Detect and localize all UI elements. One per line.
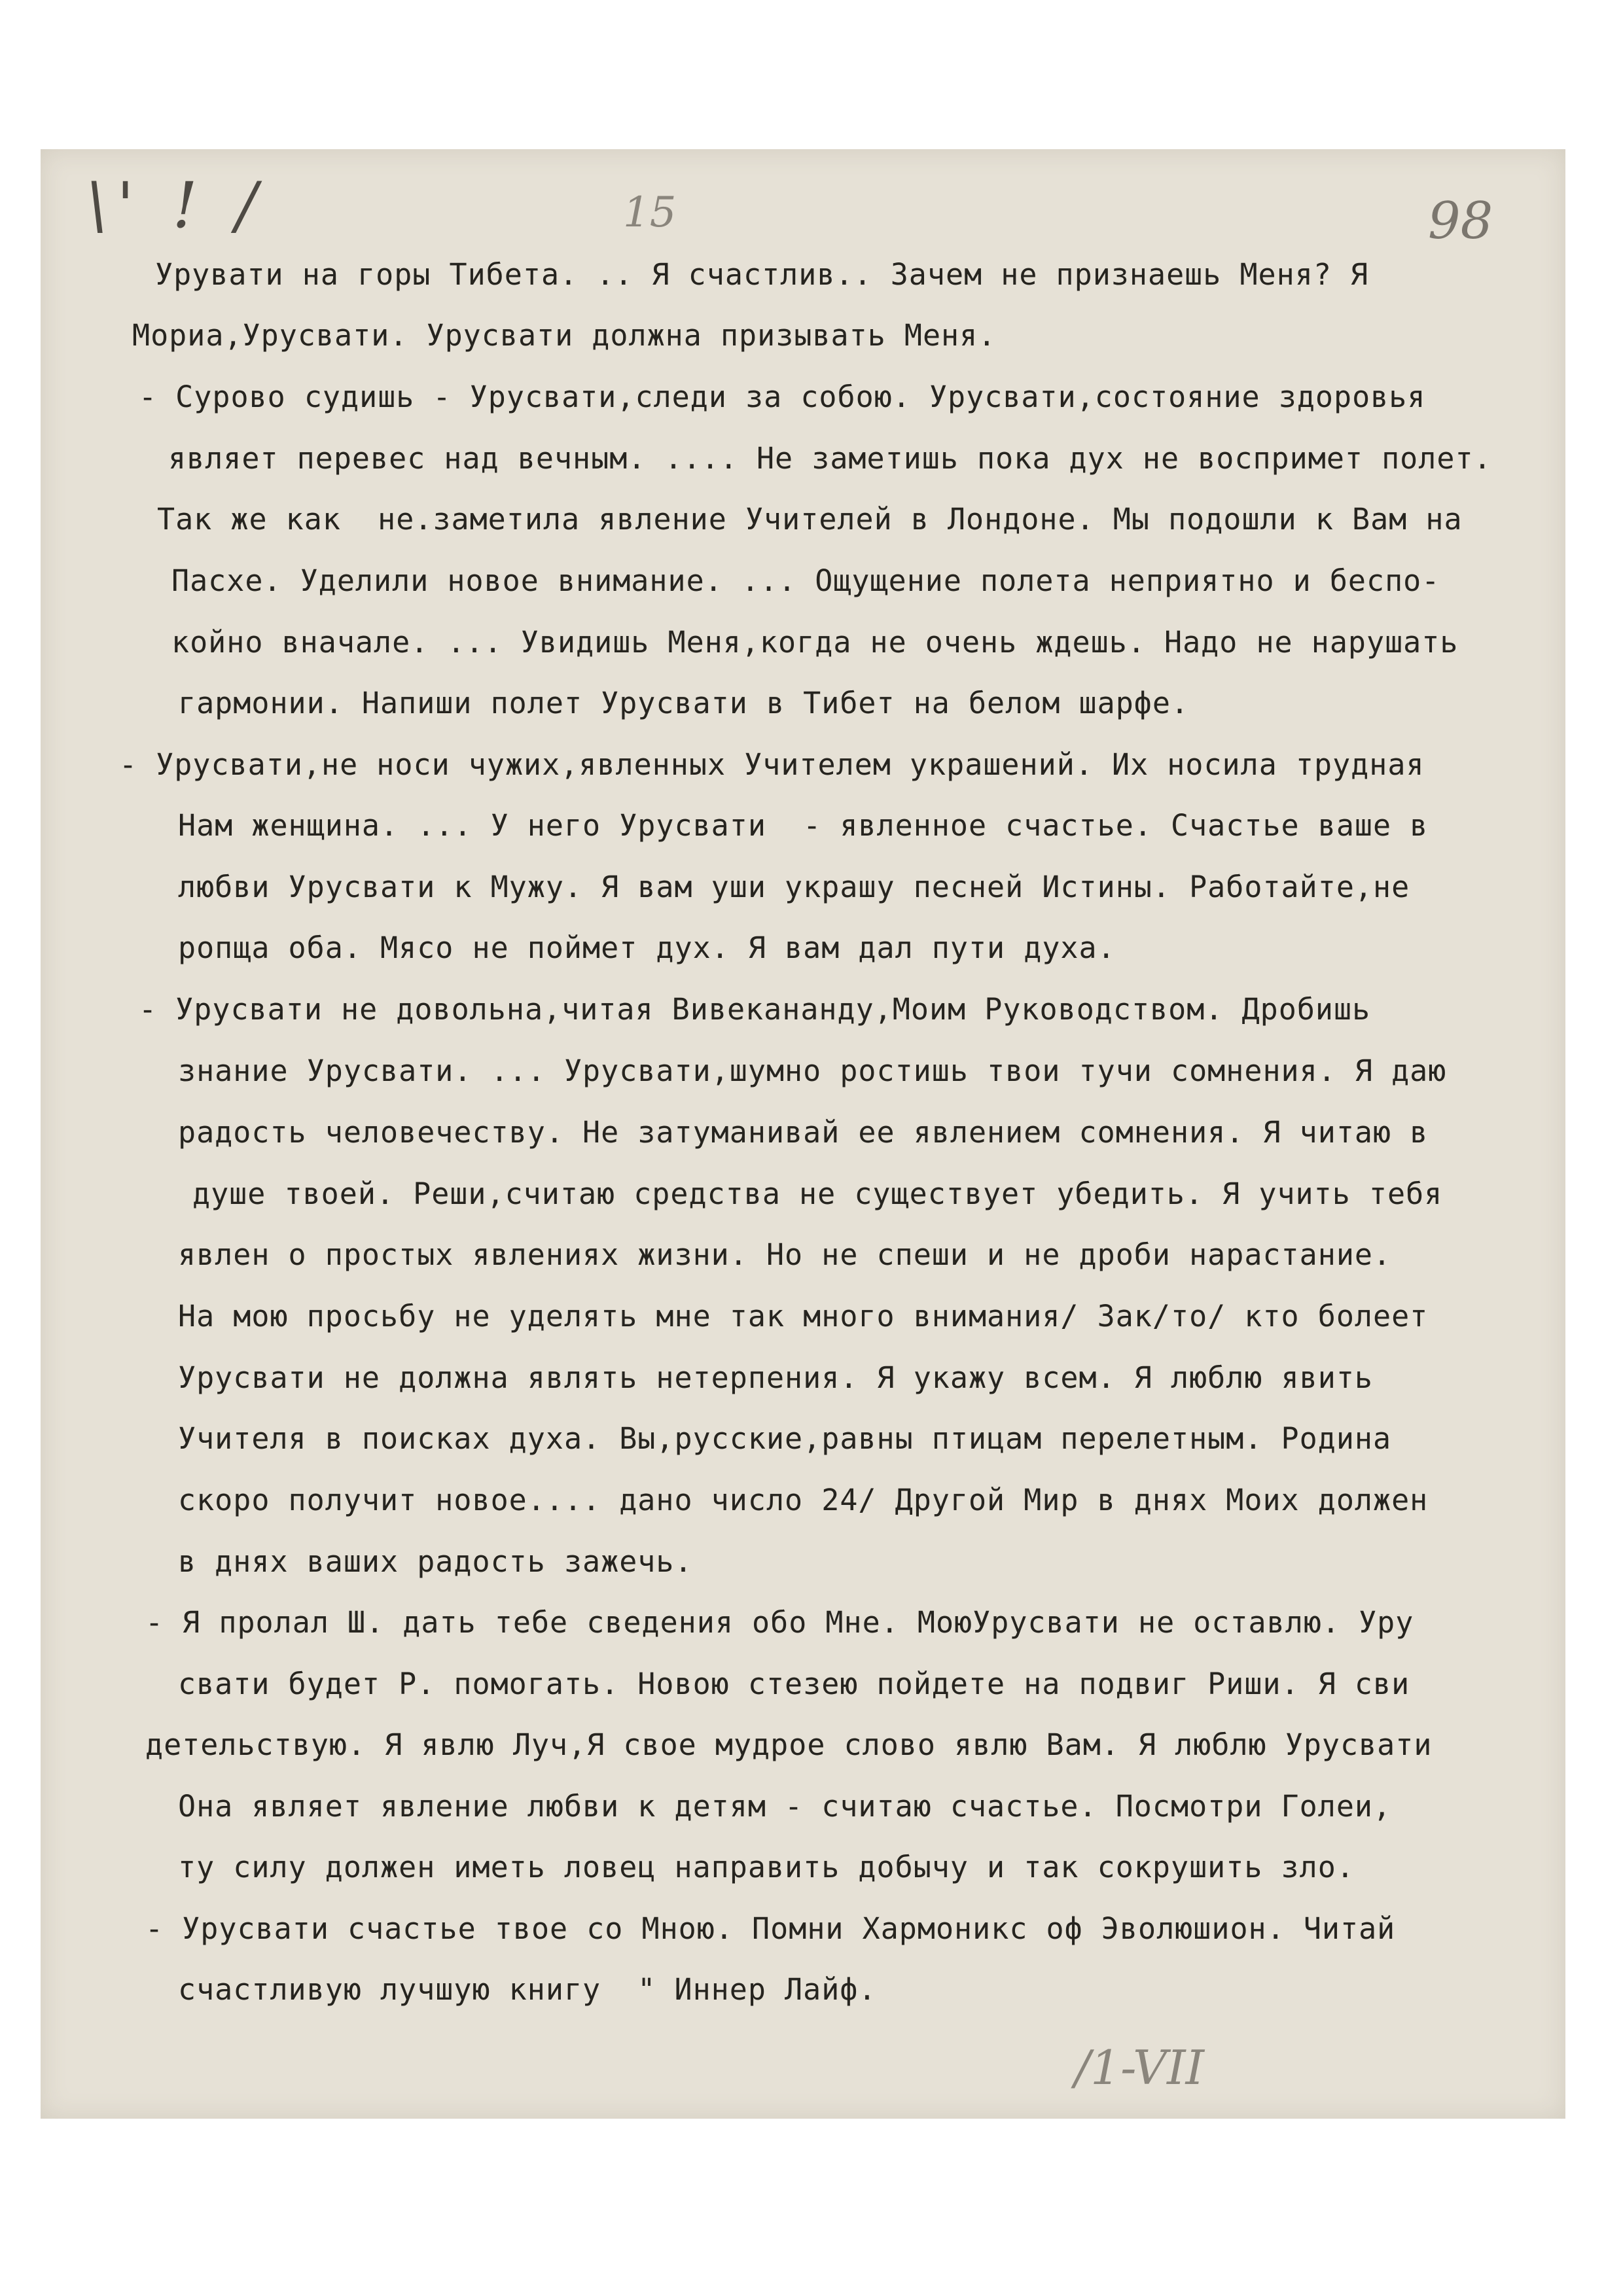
typed-line: скоро получит новое.... дано число 24/ Другой Мир в днях Моих должен — [178, 1483, 1429, 1517]
typed-line: радость человечеству. Не затуманивай ее явлением сомнения. Я читаю в — [178, 1115, 1429, 1150]
typed-manuscript-sheet — [41, 149, 1565, 2119]
handwritten-mark-top-left: \' ! / — [86, 169, 266, 242]
typed-line: Пасхе. Уделили новое внимание. ... Ощущение полета неприятно и беспо- — [171, 563, 1440, 598]
typed-line: в днях ваших радость зажечь. — [178, 1544, 693, 1579]
typed-line: - Урусвати не довольна,читая Вивекананду,Моим Руководством. Дробишь — [139, 992, 1371, 1027]
typed-line: Мориа,Урусвати. Урусвати должна призывать Меня. — [132, 318, 997, 353]
typed-line: койно вначале. ... Увидишь Меня,когда не очень ждешь. Надо не нарушать — [171, 625, 1459, 660]
typed-line: Учителя в поисках духа. Вы,русские,равны птицам перелетным. Родина — [178, 1421, 1392, 1456]
typed-line: любви Урусвати к Мужу. Я вам уши украшу песней Истины. Работайте,не — [178, 870, 1410, 904]
typed-line: Урувати на горы Тибета. .. Я счастлив.. Зачем не признаешь Меня? Я — [155, 257, 1369, 292]
handwritten-folio-number: 98 — [1428, 192, 1493, 251]
typed-line: счастливую лучшую книгу " Иннер Лайф. — [178, 1972, 877, 2007]
typed-line: Так же как не.заметила явление Учителей в Лондоне. Мы подошли к Вам на — [157, 502, 1463, 537]
typed-line: свати будет Р. помогать. Новою стезею пойдете на подвиг Риши. Я сви — [178, 1667, 1410, 1701]
handwritten-page-number-center: 15 — [623, 188, 677, 237]
typed-line: Урусвати не должна являть нетерпения. Я укажу всем. Я люблю явить — [178, 1360, 1373, 1395]
typed-line: детельствую. Я явлю Луч,Я свое мудрое слово явлю Вам. Я люблю Урусвати — [145, 1727, 1433, 1762]
typed-line: гармонии. Напиши полет Урусвати в Тибет на белом шарфе. — [178, 686, 1190, 720]
typed-line: Нам женщина. ... У него Урусвати - явленное счастье. Счастье ваше в — [178, 808, 1429, 843]
typed-line: ту силу должен иметь ловец направить добычу и так сокрушить зло. — [178, 1850, 1355, 1884]
typed-line: - Урусвати,не носи чужих,явленных Учителем украшений. Их носила трудная — [119, 747, 1425, 782]
typed-line: ропща оба. Мясо не поймет дух. Я вам дал пути духа. — [178, 930, 1116, 965]
typed-line: - Сурово судишь - Урусвати,следи за собою. Урусвати,состояние здоровья — [139, 380, 1426, 414]
typed-line: Она являет явление любви к детям - считаю счастье. Посмотри Голеи, — [178, 1789, 1392, 1824]
typed-line: На мою просьбу не уделять мне так много внимания/ Зак/то/ кто болеет — [178, 1299, 1429, 1333]
typed-line: явлен о простых явлениях жизни. Но не спеши и не дроби нарастание. — [178, 1237, 1392, 1272]
typed-line: - Я пролал Ш. дать тебе сведения обо Мне. МоюУрусвати не оставлю. Уру — [145, 1605, 1414, 1640]
handwritten-date-note: /1-VII — [1075, 2040, 1205, 2095]
typed-line: являет перевес над вечным. .... Не заметишь пока дух не воспримет полет. — [168, 441, 1492, 476]
typed-line: знание Урусвати. ... Урусвати,шумно ростишь твои тучи сомнения. Я даю — [178, 1053, 1447, 1088]
typed-line: - Урусвати счастье твое со Мною. Помни Хармоникс оф Эволюшион. Читай — [145, 1911, 1396, 1946]
typed-line: душе твоей. Реши,считаю средства не существует убедить. Я учить тебя — [192, 1176, 1443, 1211]
